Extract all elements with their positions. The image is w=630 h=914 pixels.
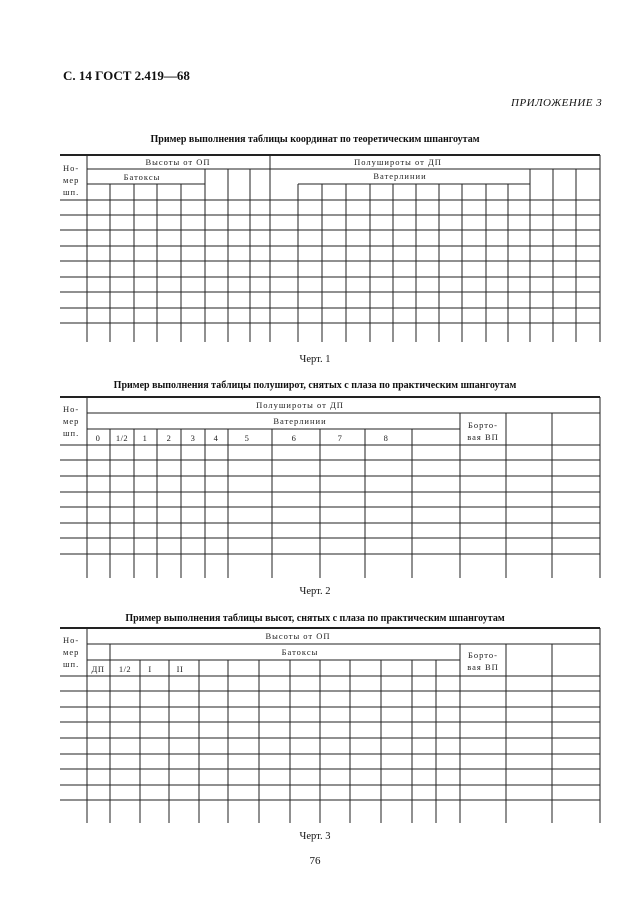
appendix-label: ПРИЛОЖЕНИЕ 3	[511, 97, 603, 109]
table1-buttocks-header: Батоксы	[123, 172, 161, 182]
table2-wl-2: 2	[166, 433, 172, 443]
table2-num-line2: мер	[63, 416, 80, 426]
table3-lines	[60, 628, 600, 823]
table3-caption: Черт. 3	[299, 831, 331, 842]
table2-num-line3: шп.	[63, 428, 80, 438]
page-number: 76	[309, 855, 321, 867]
table3-bt-1: I	[148, 664, 152, 674]
table3-bt-dp: ДП	[91, 664, 105, 674]
table3-bt-2: II	[176, 664, 184, 674]
table3-title: Пример выполнения таблицы высот, снятых с плаза по практическим шпангоутам	[125, 613, 505, 624]
table2-wl-4: 4	[213, 433, 219, 443]
table2-halfbreadths-header: Полуширoты от ДП	[256, 400, 344, 410]
table2-wl-3: 3	[190, 433, 196, 443]
table1-num-line2: мер	[63, 175, 80, 185]
table3-side-line2: вая ВП	[467, 662, 499, 672]
table3-side-line1: Борто-	[468, 650, 498, 660]
table1-num-line3: шп.	[63, 187, 80, 197]
table1-caption: Черт. 1	[299, 354, 331, 365]
page-header: С. 14 ГОСТ 2.419—68	[63, 68, 190, 83]
table2-title: Пример выполнения таблицы полуширот, снятых с плаза по практическим шпангоутам	[113, 380, 517, 391]
table2-wl-6: 6	[291, 433, 297, 443]
table2-wl-7: 7	[337, 433, 343, 443]
table2-side-line1: Борто-	[468, 420, 498, 430]
table2-wl-5: 5	[244, 433, 250, 443]
table2-wl-half: 1/2	[115, 433, 129, 443]
table1-halfbreadths-header: Полуширoты от ДП	[354, 157, 442, 167]
table2-wl-0: 0	[95, 433, 101, 443]
table3-buttocks-header: Батоксы	[281, 647, 319, 657]
table1-num-line1: Но-	[63, 163, 80, 173]
table2-waterlines-header: Ватерлинии	[273, 416, 327, 426]
table3-heights-header: Высоты от ОП	[265, 631, 331, 641]
table3-bt-half: 1/2	[118, 664, 132, 674]
table3-num-line3: шп.	[63, 659, 80, 669]
table2-wl-1: 1	[142, 433, 148, 443]
table2-side-line2: вая ВП	[467, 432, 499, 442]
table2-caption: Черт. 2	[299, 586, 331, 597]
table1-waterlines-header: Ватерлинии	[373, 171, 427, 181]
table1-title: Пример выполнения таблицы координат по теоретическим шпангоутам	[150, 134, 480, 145]
table2-num-line1: Но-	[63, 404, 80, 414]
table1-heights-header: Высоты от ОП	[145, 157, 211, 167]
table2-wl-8: 8	[383, 433, 389, 443]
table3-num-line2: мер	[63, 647, 80, 657]
table3-num-line1: Но-	[63, 635, 80, 645]
